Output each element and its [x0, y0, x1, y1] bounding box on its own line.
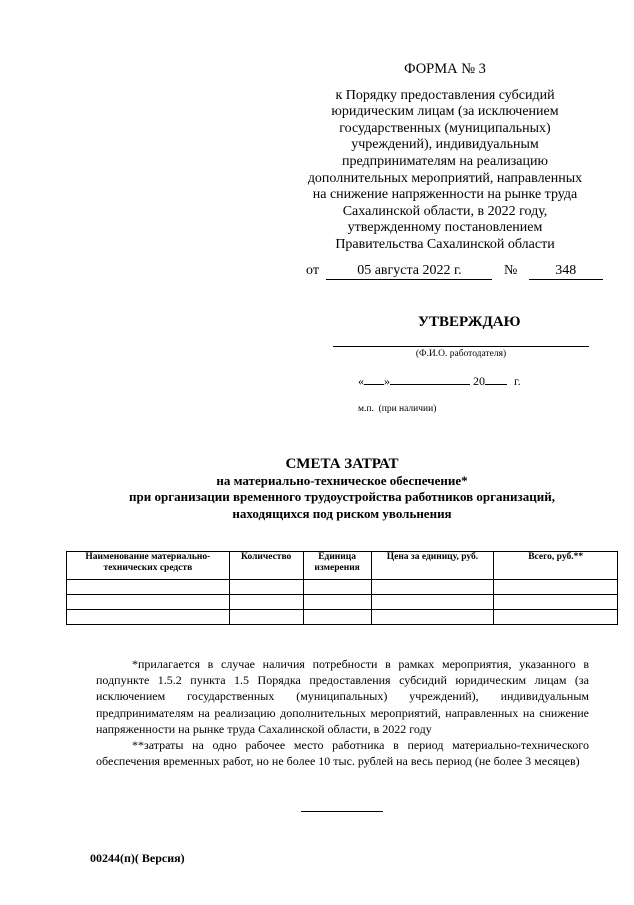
table-cell	[229, 580, 303, 595]
decree-date: 05 августа 2022 г.	[326, 262, 492, 280]
closing-divider	[301, 811, 383, 812]
table-cell	[229, 595, 303, 610]
table-cell	[229, 610, 303, 625]
estimate-title-line-4: находящихся под риском увольнения	[232, 505, 452, 521]
document-code: 00244(п)( Версия)	[90, 851, 185, 865]
year-blank	[485, 384, 507, 385]
table-cell	[371, 580, 494, 595]
table-header-row	[67, 552, 618, 580]
header-line-6: дополнительных мероприятий, направленных	[307, 170, 583, 186]
header-line-5: предпринимателям на реализацию	[342, 153, 548, 169]
stamp-caption: м.п. (при наличии)	[358, 404, 437, 414]
day-blank	[364, 384, 384, 385]
table-cell	[67, 610, 230, 625]
table-row	[67, 580, 618, 595]
header-line-1: к Порядку предоставления субсидий	[335, 87, 555, 103]
quote-open: «	[358, 374, 364, 388]
table-cell	[371, 610, 494, 625]
month-blank	[390, 384, 470, 385]
footnote-1: *прилагается в случае наличия потребности в рамках мероприятия, указанного в подпункте 1.5.2 пункта 1.5 Порядка предоставления субсидий юридическим лицам (за исключением государственных (муниципальных) учреждений), индивидуальным предпринимателям на реализацию дополнительных мероприятий, направленных на снижение напряженности на рынке труда Сахалинской области, в 2022 году	[96, 657, 589, 736]
col-header-price: Цена за единицу, руб.	[371, 552, 494, 580]
table-cell	[303, 580, 371, 595]
header-line-4: учреждений), индивидуальным	[351, 137, 539, 153]
estimate-title	[60, 456, 624, 522]
form-title: ФОРМА № 3	[404, 61, 486, 77]
year-suffix: г.	[514, 374, 521, 388]
estimate-table	[66, 551, 618, 625]
table-row	[67, 610, 618, 625]
table-cell	[67, 595, 230, 610]
year-prefix: 20	[473, 374, 485, 388]
fio-signature-line	[333, 346, 589, 347]
table-cell	[494, 595, 618, 610]
form-header	[290, 61, 600, 254]
col-header-unit: Единица измерения	[303, 552, 371, 580]
col-header-name: Наименование материально-технических средств	[67, 552, 230, 580]
fio-caption: (Ф.И.О. работодателя)	[415, 349, 507, 359]
col-header-total: Всего, руб.**	[494, 552, 618, 580]
table-cell	[494, 610, 618, 625]
header-line-7: на снижение напряженности на рынке труда	[312, 187, 578, 203]
header-line-8: Сахалинской области, в 2022 году,	[342, 203, 548, 219]
estimate-title-line-2: на материально-техническое обеспечение*	[216, 472, 468, 488]
approve-date-line	[358, 374, 521, 389]
header-line-9: утвержденному постановлением	[347, 220, 543, 236]
from-label: от	[306, 263, 319, 278]
estimate-title-line-3: при организации временного трудоустройства работников организаций,	[129, 489, 555, 504]
approve-title: УТВЕРЖДАЮ	[418, 314, 521, 330]
footnote-2: **затраты на одно рабочее место работника в период материально-технического обеспечения временных работ, но не более 10 тыс. рублей на весь период (не более 3 месяцев)	[96, 738, 589, 769]
header-line-2: юридическим лицам (за исключением	[331, 104, 559, 120]
header-line-3: государственных (муниципальных)	[339, 120, 551, 136]
estimate-title-main: СМЕТА ЗАТРАТ	[285, 456, 399, 472]
decree-number: 348	[529, 262, 603, 280]
decree-date-line	[306, 262, 606, 280]
footnotes	[96, 656, 589, 769]
header-line-10: Правительства Сахалинской области	[335, 236, 555, 252]
number-label: №	[503, 263, 518, 278]
table-cell	[303, 610, 371, 625]
table-cell	[303, 595, 371, 610]
quote-close: »	[384, 374, 390, 388]
table-cell	[494, 580, 618, 595]
col-header-quantity: Количество	[229, 552, 303, 580]
table-row	[67, 595, 618, 610]
table-cell	[67, 580, 230, 595]
table-cell	[371, 595, 494, 610]
